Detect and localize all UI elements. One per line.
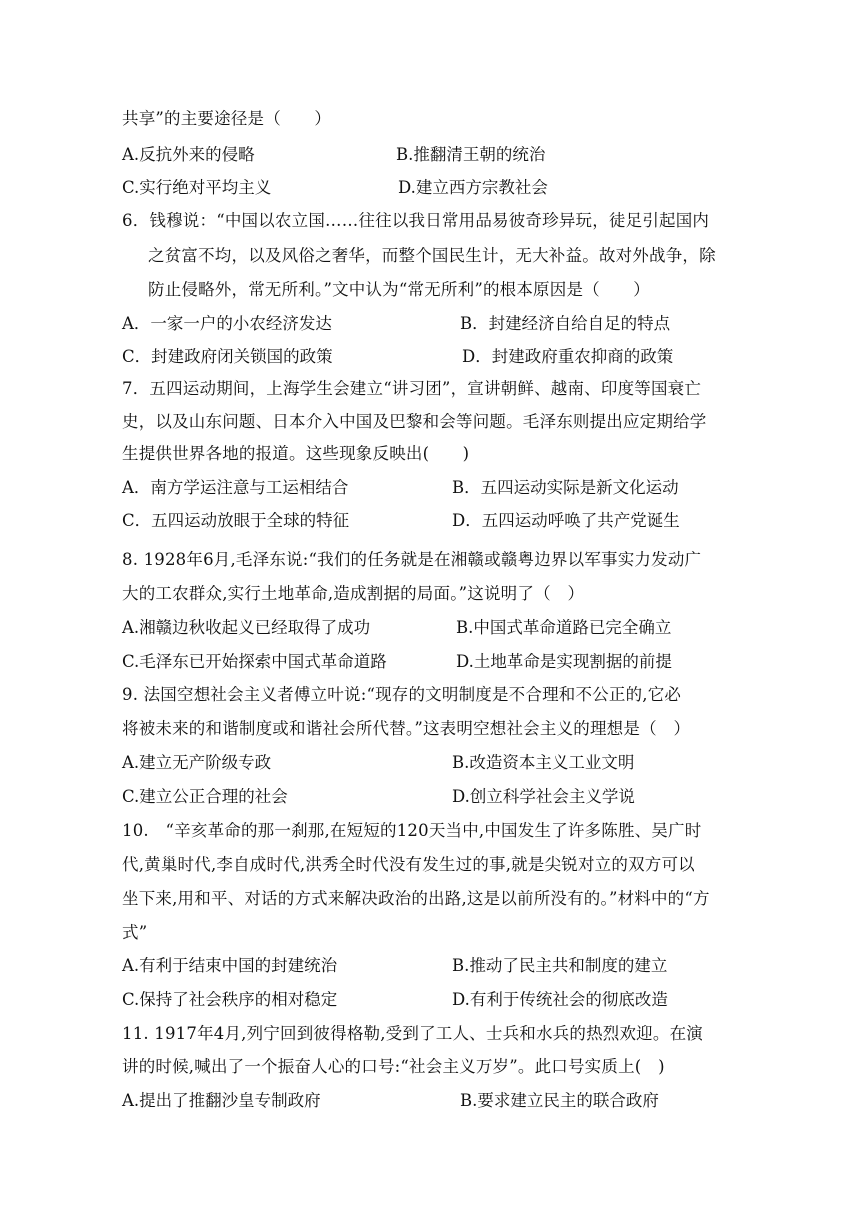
q7-option-a: A．南方学运注意与工运相结合 bbox=[122, 478, 349, 497]
question-8-stem: 大的工农群众,实行土地革命,造成割据的局面。”这说明了（ ） bbox=[122, 584, 585, 603]
q8-option-d: D.土地革命是实现割据的前提 bbox=[456, 652, 672, 671]
q7-option-b: B．五四运动实际是新文化运动 bbox=[452, 478, 679, 497]
q6-option-b: B．封建经济自给自足的特点 bbox=[460, 314, 671, 333]
question-9-stem: 将被未来的和谐制度或和谐社会所代替。”这表明空想社会主义的理想是（ ） bbox=[122, 719, 691, 738]
q6-option-c: C．封建政府闭关锁国的政策 bbox=[122, 347, 333, 366]
question-7-stem: 7．五四运动期间，上海学生会建立“讲习团”，宣讲朝鲜、越南、印度等国衰亡 bbox=[122, 379, 702, 398]
question-10-stem: 10. “辛亥革命的那一刹那,在短短的120天当中,中国发生了许多陈胜、吴广时 bbox=[122, 821, 702, 840]
q6-option-d: D．封建政府重农抑商的政策 bbox=[462, 347, 674, 366]
q5-option-a: A.反抗外来的侵略 bbox=[122, 145, 255, 164]
q7-option-c: C．五四运动放眼于全球的特征 bbox=[122, 511, 350, 530]
q9-option-a: A.建立无产阶级专政 bbox=[122, 753, 272, 772]
question-10-stem: 代,黄巢时代,李自成时代,洪秀全时代没有发生过的事,就是尖锐对立的双方可以 bbox=[122, 855, 695, 874]
question-8-stem: 8. 1928年6月,毛泽东说:“我们的任务就是在湘赣或赣粤边界以军事实力发动广 bbox=[122, 550, 702, 569]
q8-option-a: A.湘赣边秋收起义已经取得了成功 bbox=[122, 618, 371, 637]
q9-option-d: D.创立科学社会主义学说 bbox=[452, 787, 635, 806]
q10-option-a: A.有利于结束中国的封建统治 bbox=[122, 956, 338, 975]
question-5-stem: 共享”的主要途径是（ ） bbox=[122, 109, 332, 128]
question-6-stem: 防止侵略外，常无所利。”文中认为“常无所利”的根本原因是（ ） bbox=[148, 280, 650, 299]
q5-option-b: B.推翻清王朝的统治 bbox=[396, 145, 546, 164]
q5-option-d: D.建立西方宗教社会 bbox=[398, 178, 548, 197]
q7-option-d: D．五四运动呼唤了共产党诞生 bbox=[452, 511, 680, 530]
question-7-stem: 史，以及山东问题、日本介入中国及巴黎和会等问题。毛泽东则提出应定期给学 bbox=[122, 412, 707, 431]
q8-option-b: B.中国式革命道路已完全确立 bbox=[456, 618, 672, 637]
question-10-stem: 式” bbox=[122, 923, 148, 942]
question-9-stem: 9. 法国空想社会主义者傅立叶说:“现存的文明制度是不合理和不公正的,它必 bbox=[122, 685, 682, 704]
q10-option-d: D.有利于传统社会的彻底改造 bbox=[452, 990, 668, 1009]
question-11-stem: 讲的时候,喊出了一个振奋人心的口号:“社会主义万岁”。此口号实质上( ) bbox=[122, 1057, 665, 1076]
q8-option-c: C.毛泽东已开始探索中国式革命道路 bbox=[122, 652, 387, 671]
q10-option-c: C.保持了社会秩序的相对稳定 bbox=[122, 990, 338, 1009]
question-6-stem: 6．钱穆说：“中国以农立国……往往以我日常用品易彼奇珍异玩，徒足引起国内 bbox=[122, 211, 710, 230]
q11-option-b: B.要求建立民主的联合政府 bbox=[460, 1091, 659, 1110]
q9-option-b: B.改造资本主义工业文明 bbox=[452, 753, 635, 772]
q11-option-a: A.提出了推翻沙皇专制政府 bbox=[122, 1091, 321, 1110]
q10-option-b: B.推动了民主共和制度的建立 bbox=[452, 956, 668, 975]
question-10-stem: 坐下来,用和平、对话的方式来解决政治的出路,这是以前所没有的。”材料中的“方 bbox=[122, 889, 710, 908]
question-11-stem: 11. 1917年4月,列宁回到彼得格勒,受到了工人、士兵和水兵的热烈欢迎。在演 bbox=[122, 1024, 703, 1043]
q5-option-c: C.实行绝对平均主义 bbox=[122, 178, 272, 197]
q6-option-a: A．一家一户的小农经济发达 bbox=[122, 314, 332, 333]
question-6-stem: 之贫富不均，以及风俗之奢华，而整个国民生计，无大补益。故对外战争，除 bbox=[148, 246, 716, 265]
question-7-stem: 生提供世界各地的报道。这些现象反映出( ) bbox=[122, 444, 470, 463]
q9-option-c: C.建立公正合理的社会 bbox=[122, 787, 288, 806]
